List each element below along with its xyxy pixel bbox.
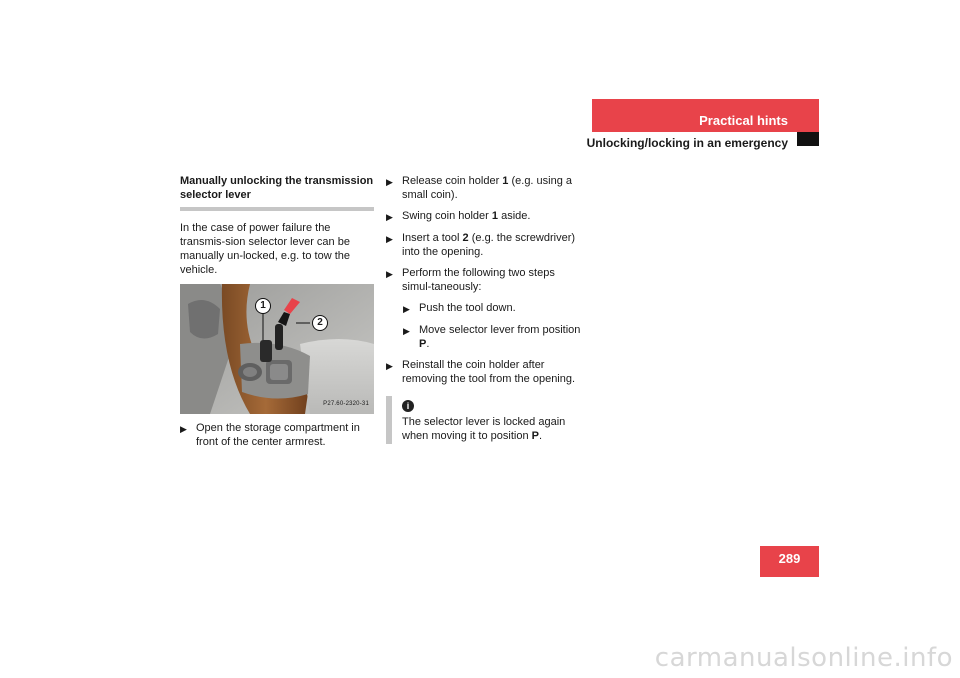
step-arrow-icon: ▶ [386, 234, 393, 244]
step-arrow-icon: ▶ [386, 361, 393, 371]
callout-1: 1 [255, 298, 271, 314]
step-text-end: (e.g. using a small coin). [402, 175, 573, 201]
step-text: Insert a tool [402, 232, 463, 244]
step-arrow-icon: ▶ [403, 304, 410, 314]
heading: Manually unlocking the transmission selector lever [180, 174, 374, 211]
photo-illustration [180, 284, 374, 414]
substep-push-tool [386, 301, 582, 316]
subsection-title: Unlocking/locking in an emergency [586, 136, 788, 150]
step-key: P [419, 338, 427, 350]
step-text: Open the storage compartment in front of the center armrest. [196, 422, 360, 448]
step-reinstall-coin-holder [386, 358, 582, 386]
step-text: Move selector lever from position [419, 324, 581, 336]
note-text-start: The selector lever is locked again when moving it to position [402, 416, 566, 442]
step-arrow-icon: ▶ [386, 177, 393, 187]
selector-lever-photo [180, 284, 374, 414]
step-arrow-icon: ▶ [386, 269, 393, 279]
left-column [180, 174, 374, 456]
right-column [386, 174, 582, 443]
callout-2: 2 [312, 315, 328, 331]
step-text-end: aside. [498, 210, 531, 222]
section-title: Practical hints [699, 113, 788, 128]
step-key: 1 [491, 210, 499, 222]
step-text: Swing coin holder [402, 210, 492, 222]
step-insert-tool [386, 231, 582, 259]
step-text-end: (e.g. the screwdriver) into the opening. [402, 232, 576, 258]
step-release-coin-holder [386, 174, 582, 202]
figure-caption: P27.60-2320-31 [323, 401, 369, 407]
step-text: Release coin holder [402, 175, 503, 187]
page-number: 289 [760, 546, 819, 577]
step-text-end: . [426, 338, 430, 350]
substep-move-lever [386, 323, 582, 351]
note-key: P [531, 430, 539, 442]
step-arrow-icon: ▶ [403, 326, 410, 336]
header-section-band [592, 99, 819, 132]
note-text [402, 415, 582, 443]
step-key: 1 [502, 175, 509, 187]
step-open-compartment [180, 421, 374, 449]
header-marker [797, 132, 819, 146]
note-bar [386, 396, 392, 444]
step-text: Push the tool down. [419, 302, 516, 314]
step-key: 2 [462, 232, 469, 244]
step-arrow-icon: ▶ [180, 424, 187, 434]
info-icon: i [402, 400, 414, 412]
step-swing-coin-holder [386, 209, 582, 224]
info-note [386, 396, 582, 443]
step-text: Perform the following two steps simul-taneously: [402, 267, 555, 293]
step-text: Reinstall the coin holder after removing the tool from the opening. [402, 359, 576, 385]
step-perform-two-steps [386, 266, 582, 294]
intro-paragraph: In the case of power failure the transmis-sion selector lever can be manually un-locked, e.g. to tow the vehicle. [180, 222, 350, 276]
watermark: carmanualsonline.info [654, 643, 953, 673]
step-arrow-icon: ▶ [386, 212, 393, 222]
note-text-end: . [538, 430, 543, 442]
